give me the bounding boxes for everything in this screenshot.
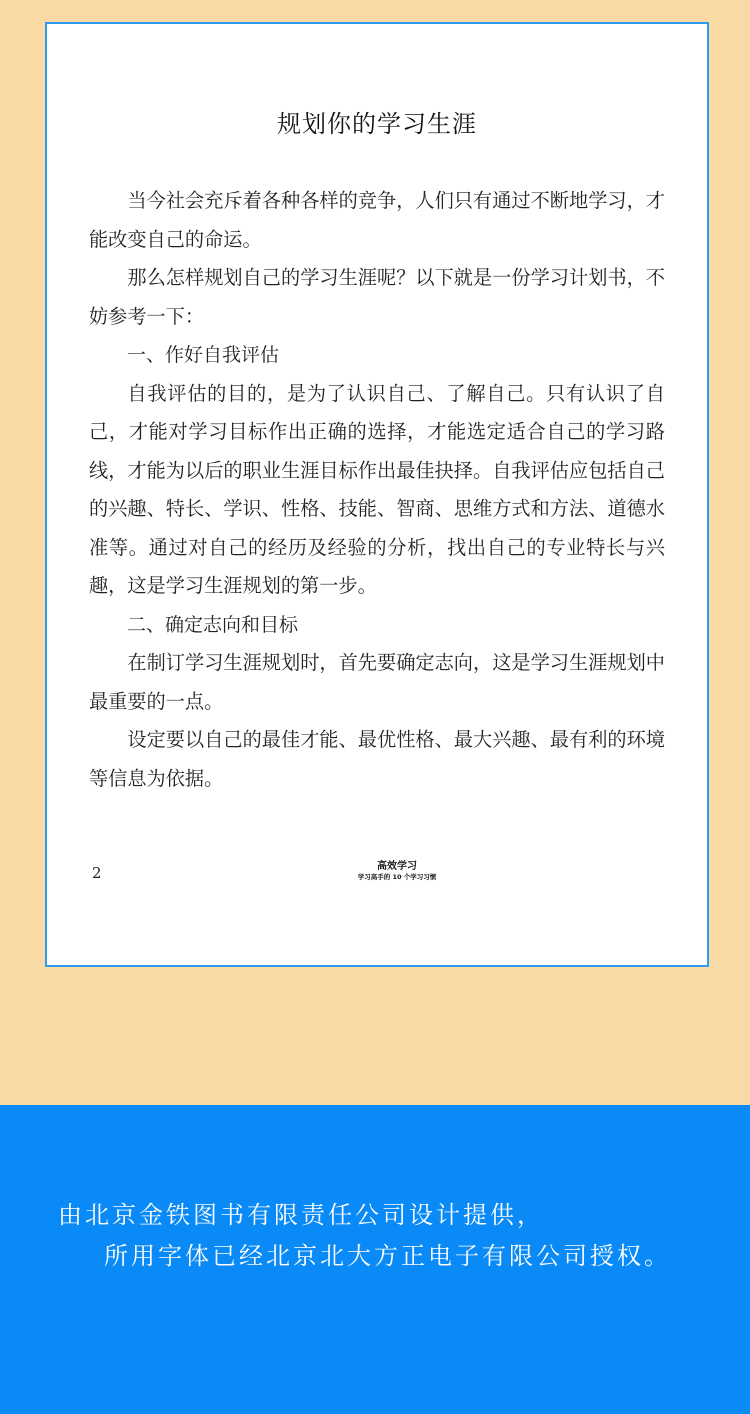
section-heading: 一、作好自我评估 xyxy=(127,344,280,366)
paragraph: 自我评估的目的，是为了认识自己、了解自己。只有认识了自己，才能对学习目标作出正确的选择，才能选定适合自己的学习路线，才能为以后的职业生涯目标作出最佳抉择。自我评估应包括自己的兴趣、特长、学识、性格、技能、智商、思维方式和方法、道德水准等。通过对自己的经历及经验的分析，找出自己的专业特长与兴趣，这是学习生涯规划的第一步。 xyxy=(89,381,665,597)
paragraph: 在制订学习生涯规划时，首先要确定志向，这是学习生涯规划中最重要的一点。 xyxy=(89,651,665,713)
credit-line-1: 由北京金铁图书有限责任公司设计提供， xyxy=(58,1201,544,1229)
paragraph: 那么怎样规划自己的学习生涯呢？以下就是一份学习计划书，不妨参考一下： xyxy=(89,266,665,328)
footer-subtitle: 学习高手的 10 个学习习惯 xyxy=(357,873,437,881)
paragraph: 设定要以自己的最佳才能、最优性格、最大兴趣、最有利的环境等信息为依据。 xyxy=(89,728,665,790)
credit-line-2: 所用字体已经北京北大方正电子有限公司授权。 xyxy=(104,1242,671,1270)
section-heading: 二、确定志向和目标 xyxy=(127,613,299,636)
page-number: 2 xyxy=(92,864,102,882)
credit-band xyxy=(0,1105,750,1414)
book-page xyxy=(45,22,709,967)
paragraph: 当今社会充斥着各种各样的竞争，人们只有通过不断地学习，才能改变自己的命运。 xyxy=(89,189,665,251)
footer-title: 高效学习 xyxy=(377,861,417,872)
footer-book-title xyxy=(327,861,467,882)
page-body xyxy=(89,182,665,798)
page-title: 规划你的学习生涯 xyxy=(277,110,477,138)
